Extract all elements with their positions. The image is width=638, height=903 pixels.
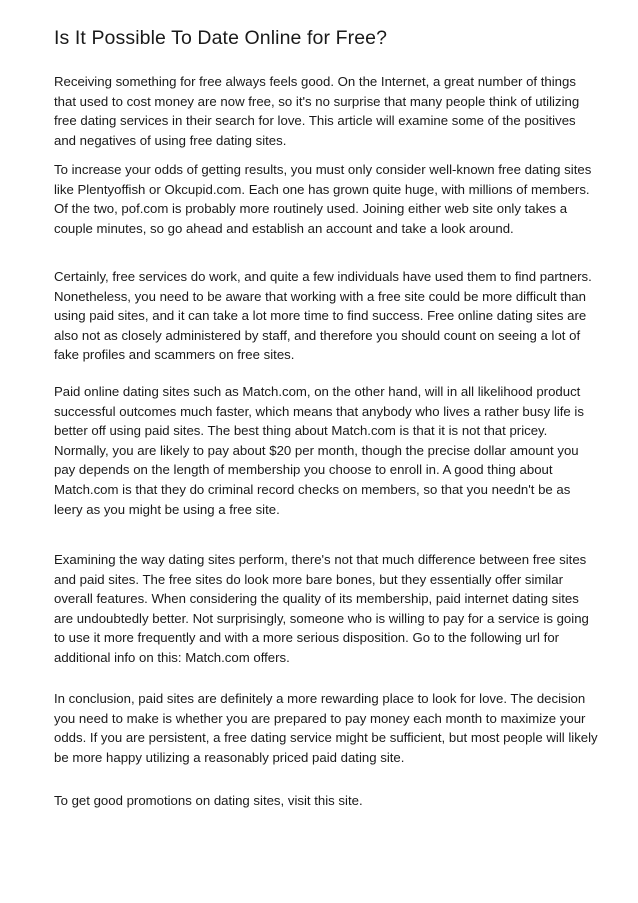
paragraph-line: using paid sites, and it can take a lot more time to find success. Free online dating sites are — [54, 308, 587, 324]
document-title: Is It Possible To Date Online for Free? — [54, 27, 388, 49]
paragraph-line: pay depends on the length of membership you choose to enroll in. A good thing about — [54, 462, 553, 478]
paragraph-line: are undoubtedly better. Not surprisingly, someone who is willing to pay for a service is going — [54, 610, 589, 626]
paragraph-line: like Plentyoffish or Okcupid.com. Each one has grown quite huge, with millions of members. — [54, 181, 590, 197]
paragraph — [54, 382, 584, 519]
paragraph-line: better off using paid sites. The best thing about Match.com is that it is not that pricey. — [54, 423, 548, 439]
paragraph-line: that used to cost money are now free, so it's no surprise that many people think of utilizing — [54, 93, 580, 109]
paragraph-line: to use it more frequently and with a more serious disposition. Go to the following url for — [54, 630, 560, 646]
paragraph-line: Of the two, pof.com is probably more routinely used. Joining either web site only takes a — [54, 201, 568, 217]
paragraph-line: Receiving something for free always feels good. On the Internet, a great number of things — [54, 74, 576, 89]
paragraph-line: Match.com is that they do criminal record checks on members, so that you needn't be as — [54, 481, 571, 497]
paragraph-line: To get good promotions on dating sites, visit this site. — [54, 793, 363, 808]
paragraph-line: To increase your odds of getting results, you must only consider well-known free dating sites — [54, 162, 592, 177]
document-page — [54, 26, 598, 808]
paragraph — [54, 550, 589, 668]
paragraph-line: Certainly, free services do work, and quite a few individuals have used them to find partners. — [54, 269, 592, 284]
paragraph-line: free dating services in their search for love. This article will examine some of the positives — [54, 113, 576, 129]
paragraph-line: be more happy utilizing a reasonably priced paid dating site. — [54, 749, 405, 765]
paragraph-line: In conclusion, paid sites are definitely a more rewarding place to look for love. The decision — [54, 691, 586, 706]
paragraph-line: Paid online dating sites such as Match.com, on the other hand, will in all likelihood product — [54, 384, 581, 399]
paragraph — [54, 689, 598, 767]
paragraph-line: additional info on this: Match.com offers. — [54, 649, 290, 665]
paragraph-line: and negatives of using free dating sites. — [54, 132, 287, 148]
paragraph-line: overall features. When considering the quality of its membership, paid internet dating sites — [54, 591, 579, 607]
paragraph-line: fake profiles and scammers on free sites. — [54, 347, 295, 363]
paragraph — [54, 160, 591, 238]
paragraph-line: Nonetheless, you need to be aware that working with a free site could be more difficult than — [54, 288, 586, 304]
paragraph-line: you need to make is whether you are prepared to pay money each month to maximize your — [54, 710, 586, 726]
paragraph-line: and paid sites. The free sites do look more bare bones, but they essentially offer similar — [54, 571, 563, 587]
paragraph-line: odds. If you are persistent, a free dating service might be sufficient, but most people will likely — [54, 730, 598, 746]
paragraph-line: leery as you might be using a free site. — [54, 501, 280, 517]
paragraph — [54, 791, 363, 811]
paragraph — [54, 267, 592, 365]
paragraph-line: Normally, you are likely to pay about $20 per month, though the precise dollar amount you — [54, 442, 579, 458]
paragraph-line: also not as closely administered by staff, and therefore you should count on seeing a lot of — [54, 327, 581, 343]
paragraph — [54, 72, 579, 150]
paragraph-line: couple minutes, so go ahead and establish an account and take a look around. — [54, 220, 514, 236]
paragraph-line: Examining the way dating sites perform, there's not that much difference between free sites — [54, 552, 587, 567]
paragraph-line: successful outcomes much faster, which means that anybody who lives a rather busy life is — [54, 403, 584, 419]
